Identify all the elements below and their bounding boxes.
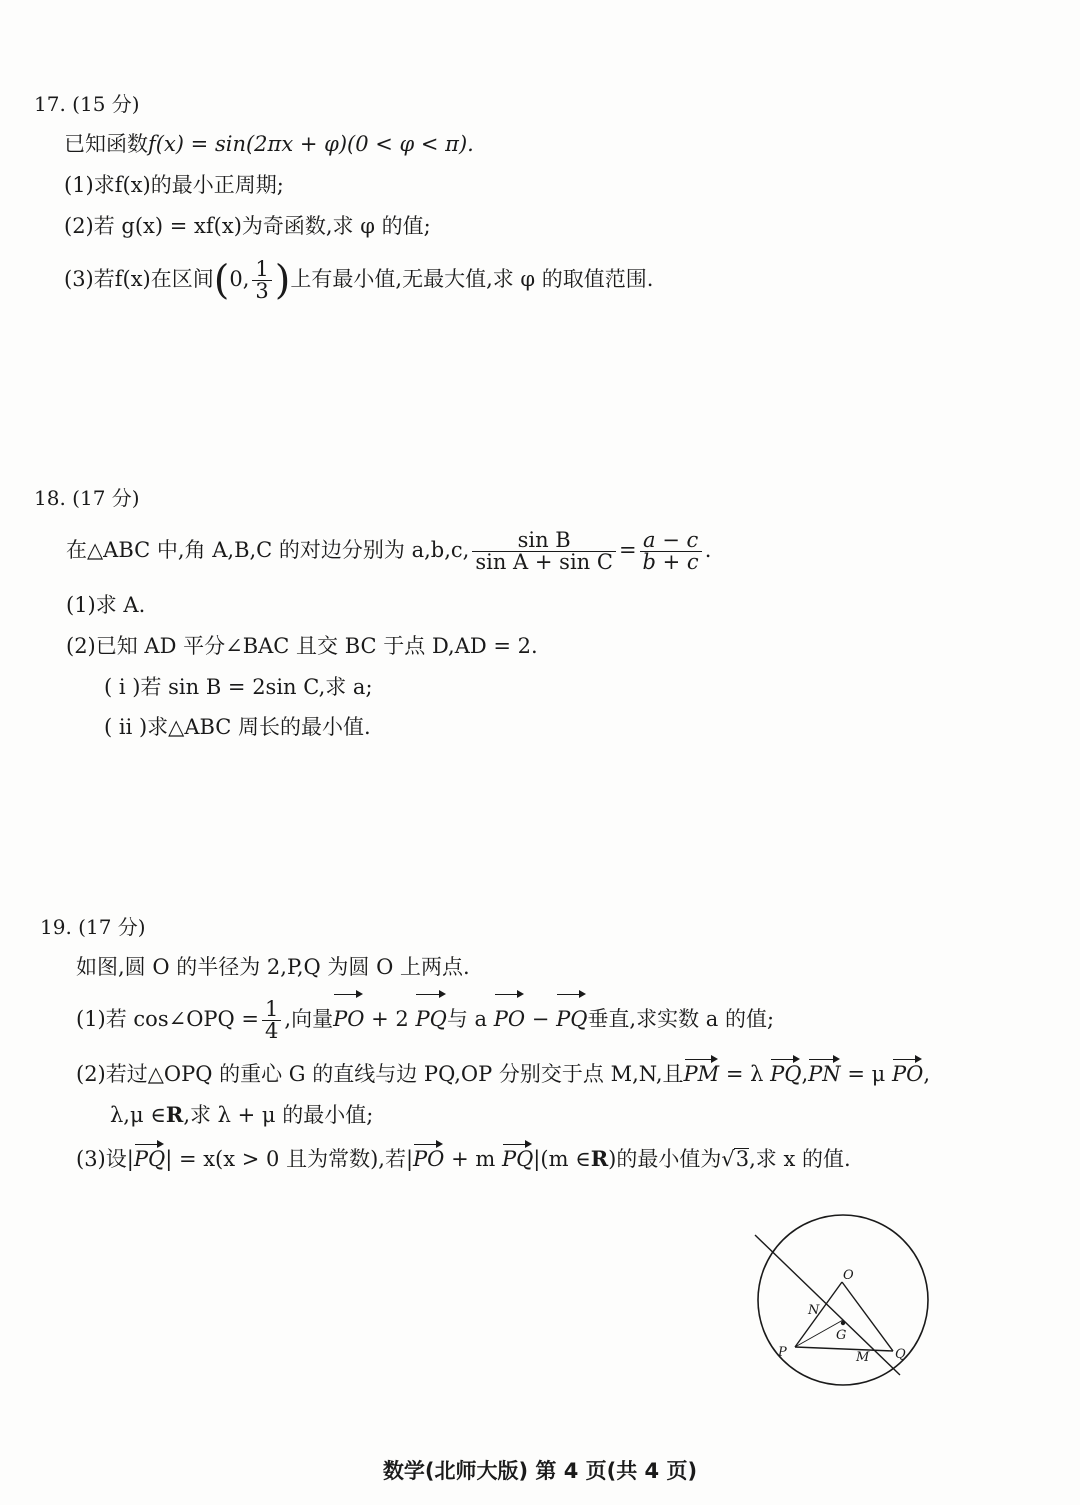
segment-OQ: [842, 1282, 893, 1351]
vector-PO: PO: [413, 1147, 445, 1171]
fraction-a-minus-c: $\frac{a - c}{b + c}$: [640, 530, 702, 573]
minus-sign: −: [531, 1007, 550, 1031]
q17-part3: [64, 256, 653, 302]
q19-part1-a: (1)若 cos∠OPQ =: [76, 1007, 260, 1031]
label-P: P: [778, 1345, 787, 1360]
q18-part2-ii: ( ⅱ )求△ABC 周长的最小值.: [104, 715, 371, 739]
vector-PQ: PQ: [770, 1062, 802, 1086]
q19-part2: [76, 1061, 930, 1087]
segment-PQ: [795, 1347, 893, 1351]
equals-sign: =: [618, 538, 637, 562]
comma: ,: [801, 1062, 809, 1086]
q17-part2: (2)若 g(x) = xf(x)为奇函数,求 φ 的值;: [64, 214, 431, 238]
q18-part2-i: ( ⅰ )若 sin B = 2sin C,求 a;: [104, 675, 373, 699]
q17-part1: (1)求f(x)的最小正周期;: [64, 173, 284, 197]
fraction-sinB: $\frac{\text{sin B}}{\text{sin A + sin C}}$: [472, 530, 616, 573]
q19-intro: 如图,圆 O 的半径为 2,P,Q 为圆 O 上两点.: [76, 955, 470, 979]
q19-part2-a: (2)若过△OPQ 的重心 G 的直线与边 PQ,OP 分别交于点 M,N,且: [76, 1062, 684, 1086]
real-set-R: R: [590, 1146, 609, 1171]
interval-close-paren: ): [274, 257, 291, 304]
q17-function: f(x) = sin(2πx + φ)(0 < φ < π).: [148, 132, 474, 156]
figure-svg: [745, 1225, 945, 1385]
point-G: [841, 1321, 845, 1325]
q19-part2-d: = μ: [847, 1062, 886, 1086]
q19-part2-b: = λ: [725, 1062, 764, 1086]
q19-header: 19. (17 分): [40, 915, 146, 939]
vector-PO: PO: [891, 1062, 924, 1086]
q18-part1: (1)求 A.: [66, 593, 146, 617]
q17-part3-post: 上有最小值,无最大值,求 φ 的取值范围.: [290, 267, 654, 291]
sqrt-three: 3: [735, 1147, 750, 1171]
circle-triangle-figure: [745, 1225, 945, 1385]
vector-PN: PN: [808, 1062, 841, 1086]
vector-PM: PM: [683, 1062, 720, 1086]
q17-intro-text: 已知函数: [64, 132, 148, 156]
q19-part1-c: + 2: [371, 1007, 409, 1031]
interval-start: 0,: [229, 267, 250, 291]
q17-part3-pre: (3)若f(x)在区间: [64, 267, 214, 291]
q19-part3-d: |(m ∈: [533, 1147, 591, 1171]
q19-part3-e: )的最小值为: [608, 1147, 722, 1171]
period: .: [704, 538, 712, 562]
q19-part2-line2-b: ,求 λ + μ 的最小值;: [183, 1103, 374, 1127]
vector-PQ: PQ: [556, 996, 587, 1042]
q18-intro: [66, 525, 711, 575]
interval-open-paren: (: [213, 257, 230, 304]
q19-part1-b: ,向量: [284, 1007, 334, 1031]
q17-intro: [64, 131, 474, 157]
q19-part1-d: 与 a: [446, 1007, 488, 1031]
vector-PQ: PQ: [415, 996, 446, 1042]
q18-intro-text: 在△ABC 中,角 A,B,C 的对边分别为 a,b,c,: [66, 538, 470, 562]
q19-part2-line2-a: λ,μ ∈: [110, 1103, 166, 1127]
vector-PO: PO: [494, 996, 525, 1042]
fraction-one-third: $\frac{1}{3}$: [252, 259, 271, 302]
page-footer: 数学(北师大版) 第 4 页(共 4 页): [382, 1459, 698, 1483]
q19-part3-b: | = x(x > 0 且为常数),若|: [165, 1147, 414, 1171]
vector-PO: PO: [333, 996, 364, 1042]
label-G: G: [836, 1328, 847, 1343]
vector-PQ: PQ: [133, 1147, 166, 1171]
q18-part2: (2)已知 AD 平分∠BAC 且交 BC 于点 D,AD = 2.: [66, 634, 538, 658]
label-N: N: [808, 1303, 820, 1318]
q19-part3-f: ,求 x 的值.: [749, 1147, 851, 1171]
q19-part3-a: (3)设|: [76, 1147, 134, 1171]
label-M: M: [856, 1350, 870, 1365]
q17-header: 17. (15 分): [34, 92, 140, 116]
label-Q: Q: [895, 1347, 906, 1362]
real-set-R: R: [165, 1102, 184, 1127]
vector-PQ: PQ: [501, 1147, 534, 1171]
fraction-one-quarter: $\frac{1}{4}$: [262, 999, 281, 1042]
q18-header: 18. (17 分): [34, 486, 140, 510]
q19-part3-c: + m: [451, 1147, 496, 1171]
q19-part1: [76, 996, 774, 1042]
label-O: O: [843, 1268, 854, 1283]
q19-part3: (3)设|PQ| = x(x > 0 且为常数),若|PO + m PQ|(m ∈R)的最小值为√3,求 x 的值.: [76, 1146, 851, 1171]
q19-part1-f: 垂直,求实数 a 的值;: [587, 1007, 775, 1031]
q19-part2-line2: [110, 1102, 373, 1128]
comma: ,: [923, 1062, 931, 1086]
